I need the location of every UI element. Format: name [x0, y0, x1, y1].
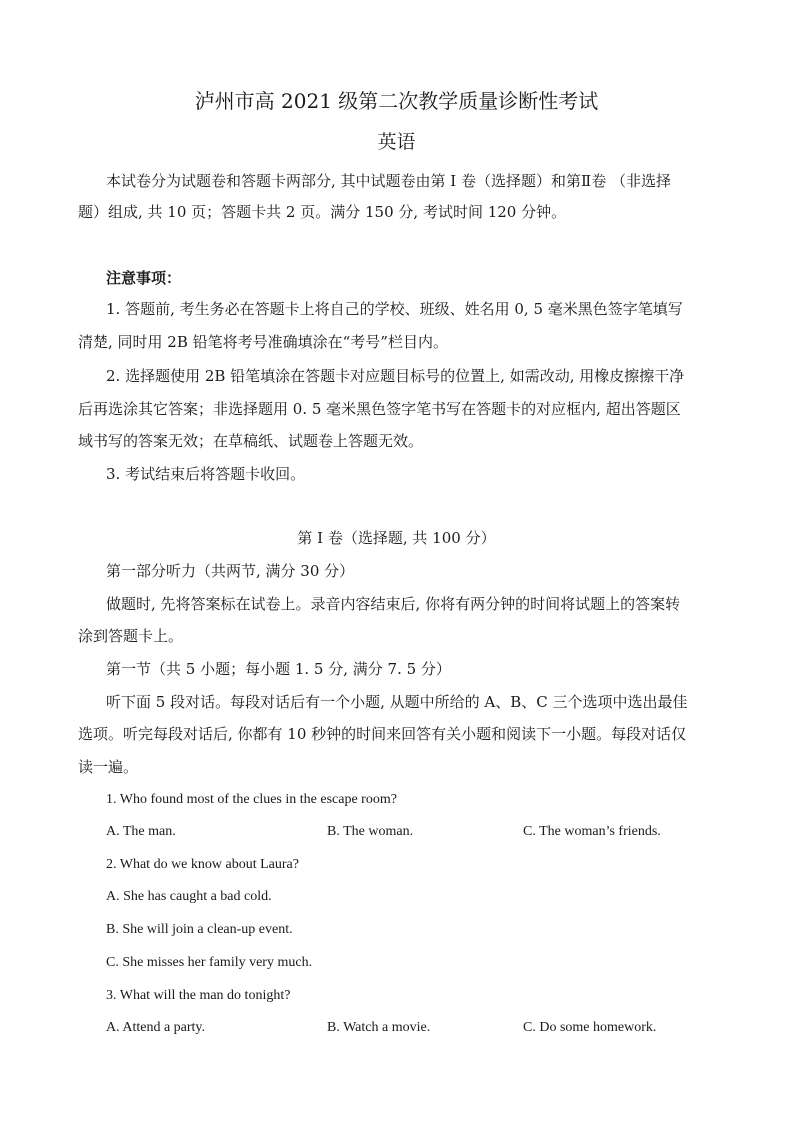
section-1-title: 第 I 卷（选择题, 共 100 分） [297, 529, 496, 547]
notes-heading: 注意事项： [106, 269, 182, 287]
question-2-option-c: C. She misses her family very much. [106, 955, 313, 970]
note-1-line-1: 1. 答题前, 考生务必在答题卡上将自己的学校、班级、姓名用 0, 5 毫米黑色签字笔填写 [106, 300, 683, 318]
question-3-option-c: C. Do some homework. [523, 1020, 657, 1035]
question-1-stem: 1. Who found most of the clues in the escape room? [106, 792, 397, 807]
subsection-1-heading: 第一节（共 5 小题；每小题 1. 5 分, 满分 7. 5 分） [106, 660, 451, 678]
part-1-instruction-line-2: 涂到答题卡上。 [78, 627, 184, 645]
question-3-stem: 3. What will the man do tonight? [106, 988, 291, 1003]
question-1-option-b: B. The woman. [327, 824, 414, 839]
subsection-1-instruction-line-2: 选项。听完每段对话后, 你都有 10 秒钟的时间来回答有关小题和阅读下一小题。每段对话仅 [78, 725, 687, 743]
note-2-line-1: 2. 选择题使用 2B 铅笔填涂在答题卡对应题目标号的位置上, 如需改动, 用橡皮擦擦干净 [106, 367, 685, 385]
question-3-option-a: A. Attend a party. [106, 1020, 206, 1035]
question-3-option-b: B. Watch a movie. [327, 1020, 431, 1035]
subsection-1-instruction-line-3: 读一遍。 [78, 758, 139, 776]
intro-line-2: 题）组成, 共 10 页；答题卡共 2 页。满分 150 分, 考试时间 120 分钟。 [78, 203, 567, 221]
question-2-stem: 2. What do we know about Laura? [106, 857, 299, 872]
part-1-instruction-line-1: 做题时, 先将答案标在试卷上。录音内容结束后, 你将有两分钟的时间将试题上的答案转 [106, 595, 681, 613]
question-1-option-c: C. The woman’s friends. [523, 824, 661, 839]
question-1-option-a: A. The man. [106, 824, 176, 839]
note-1-line-2: 清楚, 同时用 2B 铅笔将考号准确填涂在“考号”栏目内。 [78, 333, 448, 351]
note-3: 3. 考试结束后将答题卡收回。 [106, 465, 306, 483]
subject-title: 英语 [377, 131, 416, 153]
note-2-line-2: 后再选涂其它答案；非选择题用 0. 5 毫米黑色签字笔书写在答题卡的对应框内, 超出答题区 [78, 400, 681, 418]
note-2-line-3: 域书写的答案无效；在草稿纸、试题卷上答题无效。 [78, 432, 424, 450]
intro-line-1: 本试卷分为试题卷和答题卡两部分, 其中试题卷由第 I 卷（选择题）和第Ⅱ卷 （非选择 [106, 172, 671, 190]
exam-title: 泸州市高 2021 级第二次教学质量诊断性考试 [194, 89, 599, 113]
question-2-option-a: A. She has caught a bad cold. [106, 889, 272, 904]
subsection-1-instruction-line-1: 听下面 5 段对话。每段对话后有一个小题, 从题中所给的 A、B、C 三个选项中选出最佳 [106, 693, 688, 711]
question-2-option-b: B. She will join a clean-up event. [106, 922, 293, 937]
part-1-heading: 第一部分听力（共两节, 满分 30 分） [106, 562, 355, 580]
